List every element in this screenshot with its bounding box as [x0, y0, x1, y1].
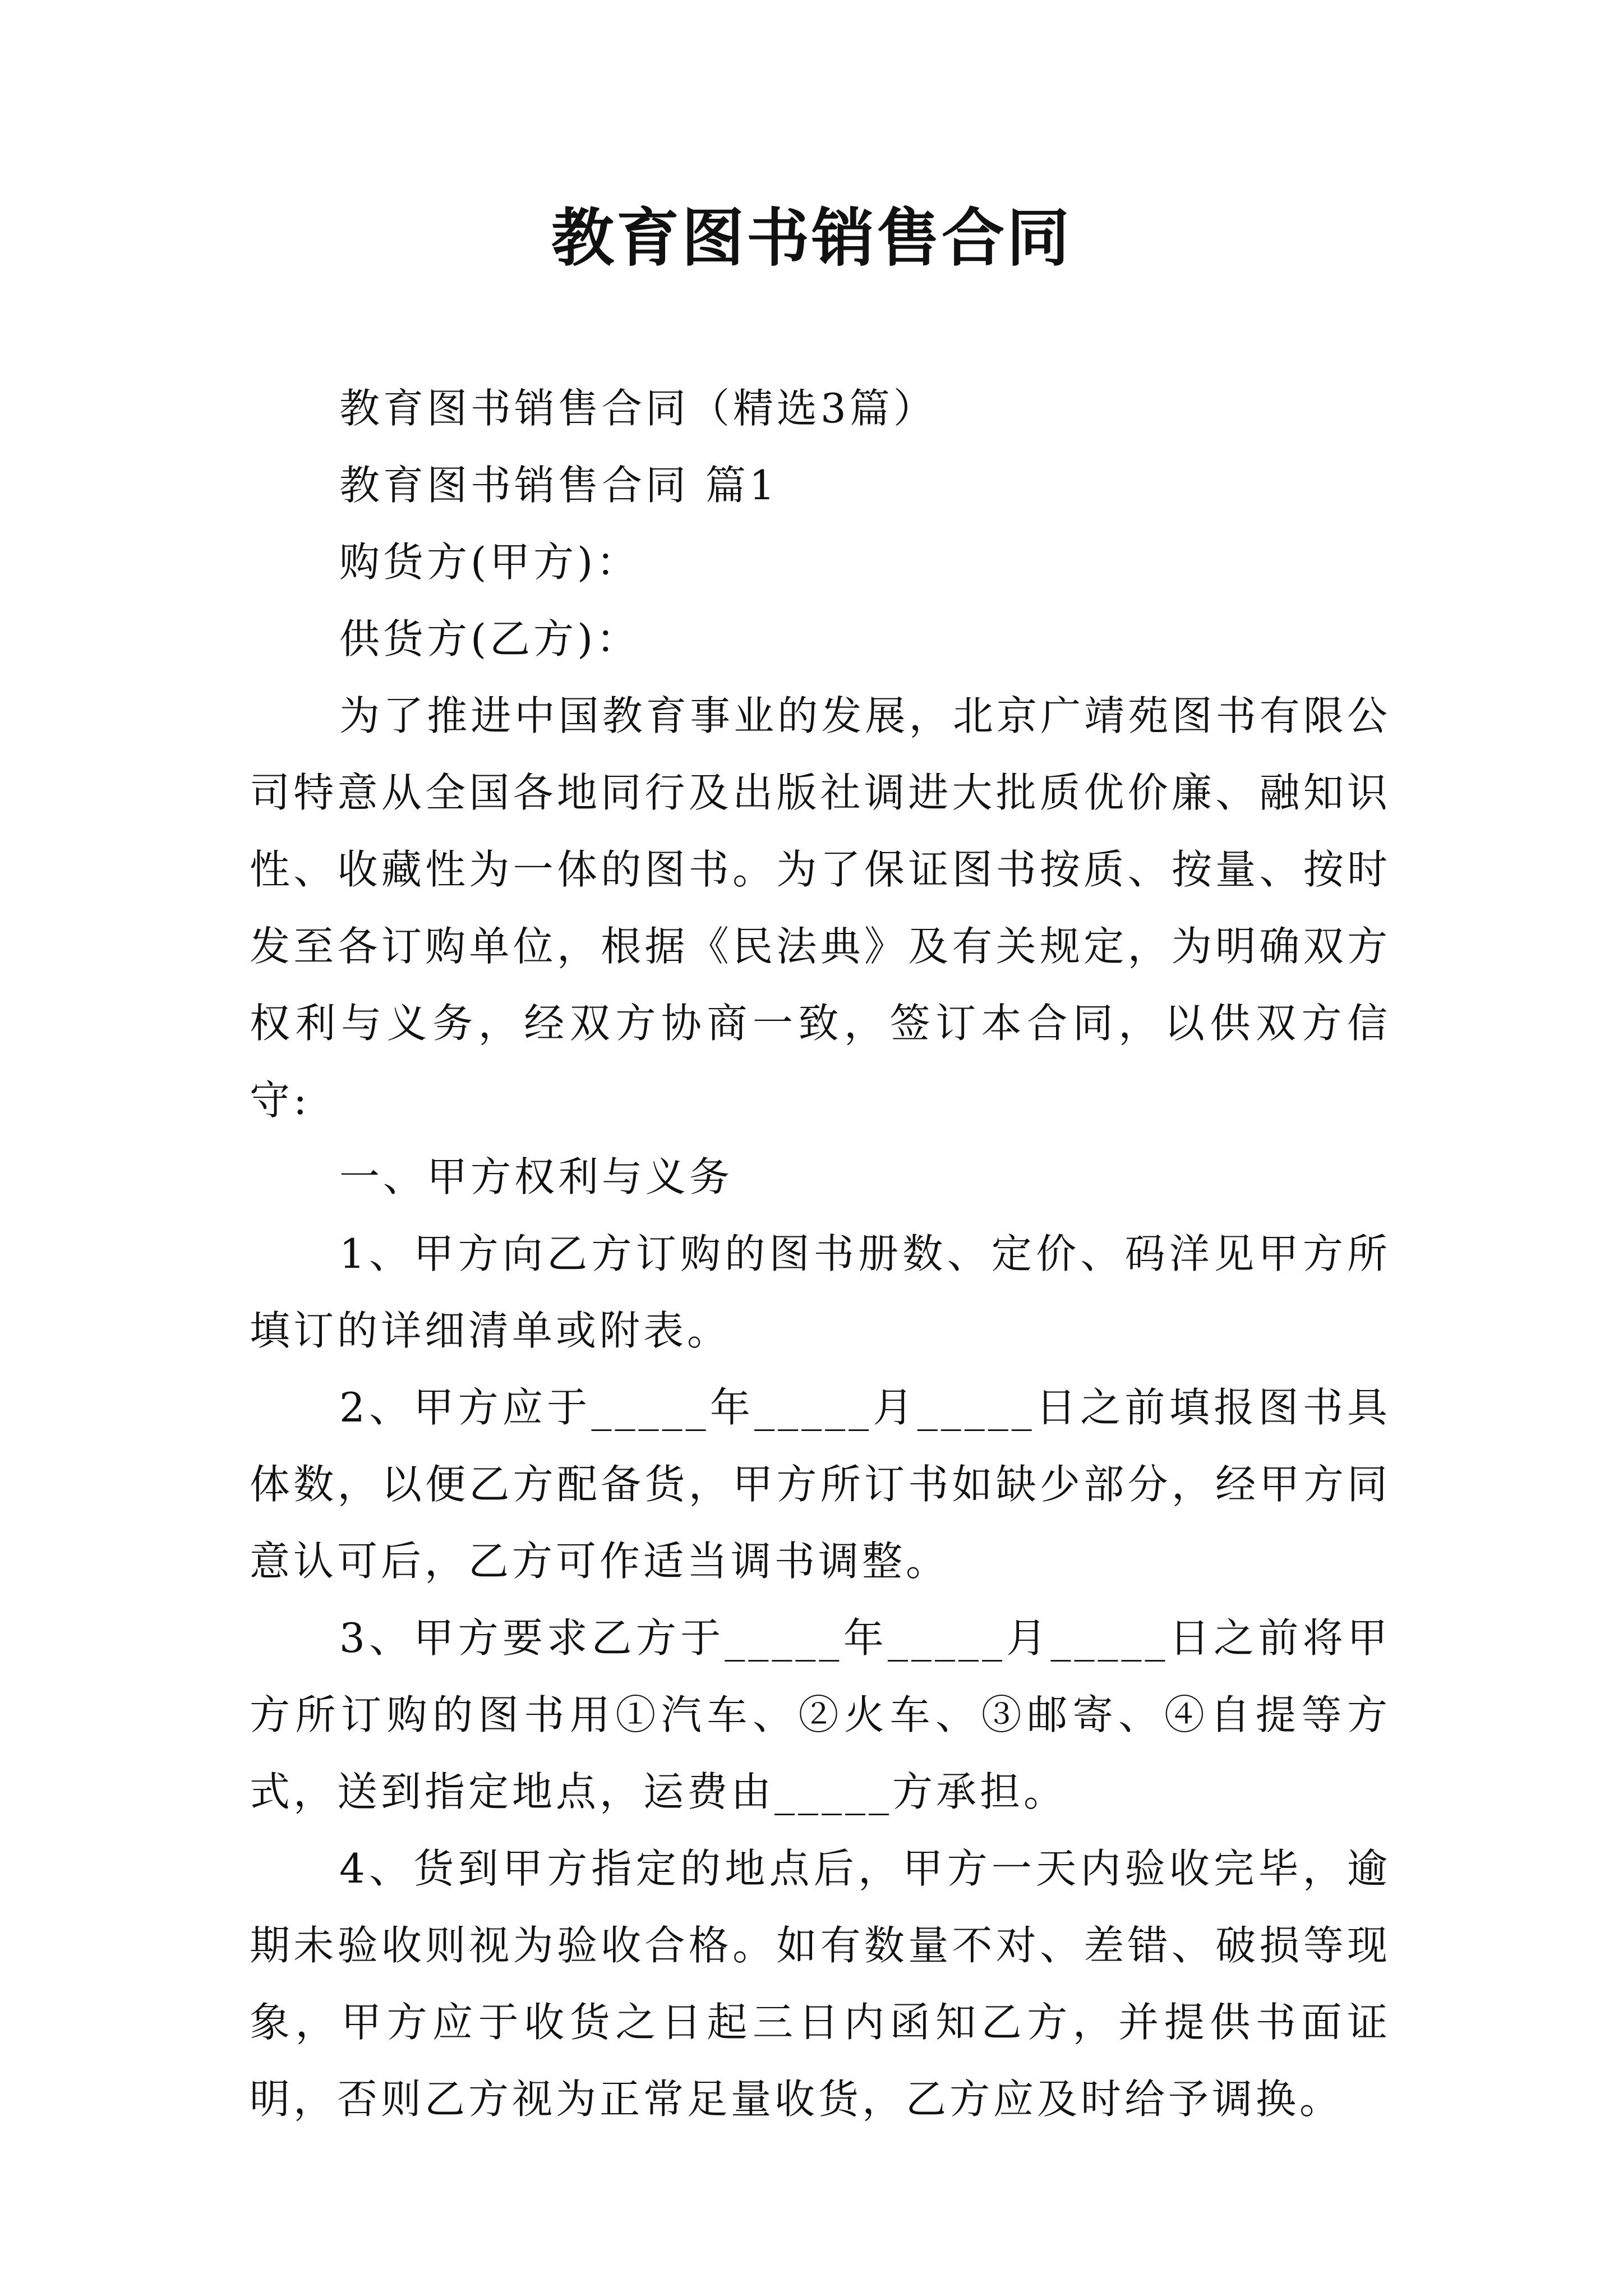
paragraph-clause-1: 1、甲方向乙方订购的图书册数、定价、码洋见甲方所填订的详细清单或附表。 [250, 1230, 1391, 1354]
document-body [250, 370, 1391, 2138]
paragraph-clause-4: 4、货到甲方指定的地点后，甲方一天内验收完毕，逾期未验收则视为验收合格。如有数量不对、差错、破损等现象，甲方应于收货之日起三日内函知乙方，并提供书面证明，否则乙方视为正常足量收货，乙方应及时给予调换。 [250, 1845, 1391, 2123]
paragraph-preamble: 为了推进中国教育事业的发展，北京广靖苑图书有限公司特意从全国各地同行及出版社调进大批质优价廉、融知识性、收藏性为一体的图书。为了保证图书按质、按量、按时发至各订购单位，根据《民法典》及有关规定，为明确双方权利与义务，经双方协商一致，签订本合同，以供双方信守: [250, 692, 1391, 1124]
paragraph-clause-2: 2、甲方应于_____年_____月_____日之前填报图书具体数，以便乙方配备货，甲方所订书如缺少部分，经甲方同意认可后，乙方可作适当调书调整。 [250, 1384, 1391, 1585]
document-title: 教育图书销售合同 [551, 202, 1072, 275]
paragraph-buyer-party: 购货方(甲方)： [339, 539, 640, 586]
paragraph-clause-3: 3、甲方要求乙方于_____年_____月_____日之前将甲方所订购的图书用①汽车、②火车、③邮寄、④自提等方式，送到指定地点，运费由_____方承担。 [250, 1614, 1391, 1815]
paragraph-section-heading: 一、甲方权利与义务 [339, 1153, 734, 1200]
paragraph-supplier-party: 供货方(乙方)： [339, 615, 640, 662]
paragraph-collection-heading: 教育图书销售合同（精选3篇） [339, 385, 937, 432]
paragraph-article-heading: 教育图书销售合同 篇1 [339, 462, 778, 509]
